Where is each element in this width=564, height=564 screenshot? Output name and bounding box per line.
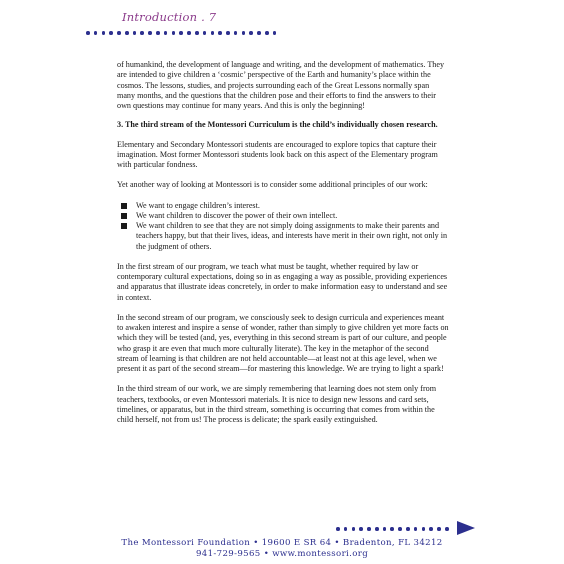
list-item (117, 221, 449, 252)
bullet-square-icon (121, 213, 127, 219)
bullet-square-icon (121, 203, 127, 209)
list-item (117, 211, 449, 221)
page-content (117, 60, 449, 435)
list-item-text: We want children to see that they are not simply doing assignments to make their parents and teachers happy, but that their lives, ideas, and interests have merit in their own right, not only in the judgment of others. (136, 221, 448, 251)
list-item-text: We want children to discover the power of their own intellect. (136, 210, 338, 220)
footer-dot-divider-icon (336, 527, 449, 531)
paragraph: In the first stream of our program, we teach what must be taught, whether required by law or contemporary cultural expectations, doing so in as engaging a way as possible, providing experiences and apparatus that illustrate ideas concretely, in order to make information easy to understand and see in context. (117, 261, 448, 302)
bullet-square-icon (121, 223, 127, 229)
paragraph: In the second stream of our program, we consciously seek to design curricula and experiences meant to awaken interest and inspire a sense of wonder, rather than simply to give children yet more facts on which they will be tested (and, yes, everything in this second stream is part of our culture, and people who grasp it are even that much more culturally literate). The key in the metaphor of the second stream of learning is that children are not held accountable—at least not at this age level, when we present it as part of the second stream—for mastering this knowledge. We are trying to light a spark! (117, 312, 449, 373)
footer-address: The Montessori Foundation • 19600 E SR 64 • Bradenton, FL 34212 (121, 538, 443, 548)
right-arrow-icon (457, 521, 475, 535)
principles-list (117, 201, 449, 252)
paragraph: Elementary and Secondary Montessori students are encouraged to explore topics that capture their imagination. Most former Montessori students look back on this aspect of the Elementary program with particular fondness. (117, 139, 438, 169)
list-item (117, 201, 449, 211)
section-heading: 3. The third stream of the Montessori Curriculum is the child’s individually chosen research. (117, 120, 438, 130)
paragraph: Yet another way of looking at Montessori is to consider some additional principles of our work: (117, 180, 428, 190)
header-dot-divider-icon (86, 31, 276, 35)
paragraph: In the third stream of our work, we are simply remembering that learning does not stem only from teachers, textbooks, or even Montessori materials. It is nice to design new lessons and card sets, timelines, or apparatus, but in the third stream, something is occurring that comes from within the child herself, not from us! The process is delicate; the spark easily extinguished. (117, 384, 437, 424)
paragraph: of humankind, the development of language and writing, and the development of mathematics. They are intended to give children a ‘cosmic’ perspective of the Earth and humanity’s place within the cosmos. The lessons, studies, and projects surrounding each of the Great Lessons normally span many months, and the questions that the children pose and their efforts to find the answers to their own questions may continue for many years. And this is only the beginning! (117, 60, 445, 110)
list-item-text: We want to engage children’s interest. (136, 200, 260, 210)
footer-contact: 941-729-9565 • www.montessori.org (195, 549, 369, 559)
page-header-title: Introduction . 7 (122, 10, 217, 24)
